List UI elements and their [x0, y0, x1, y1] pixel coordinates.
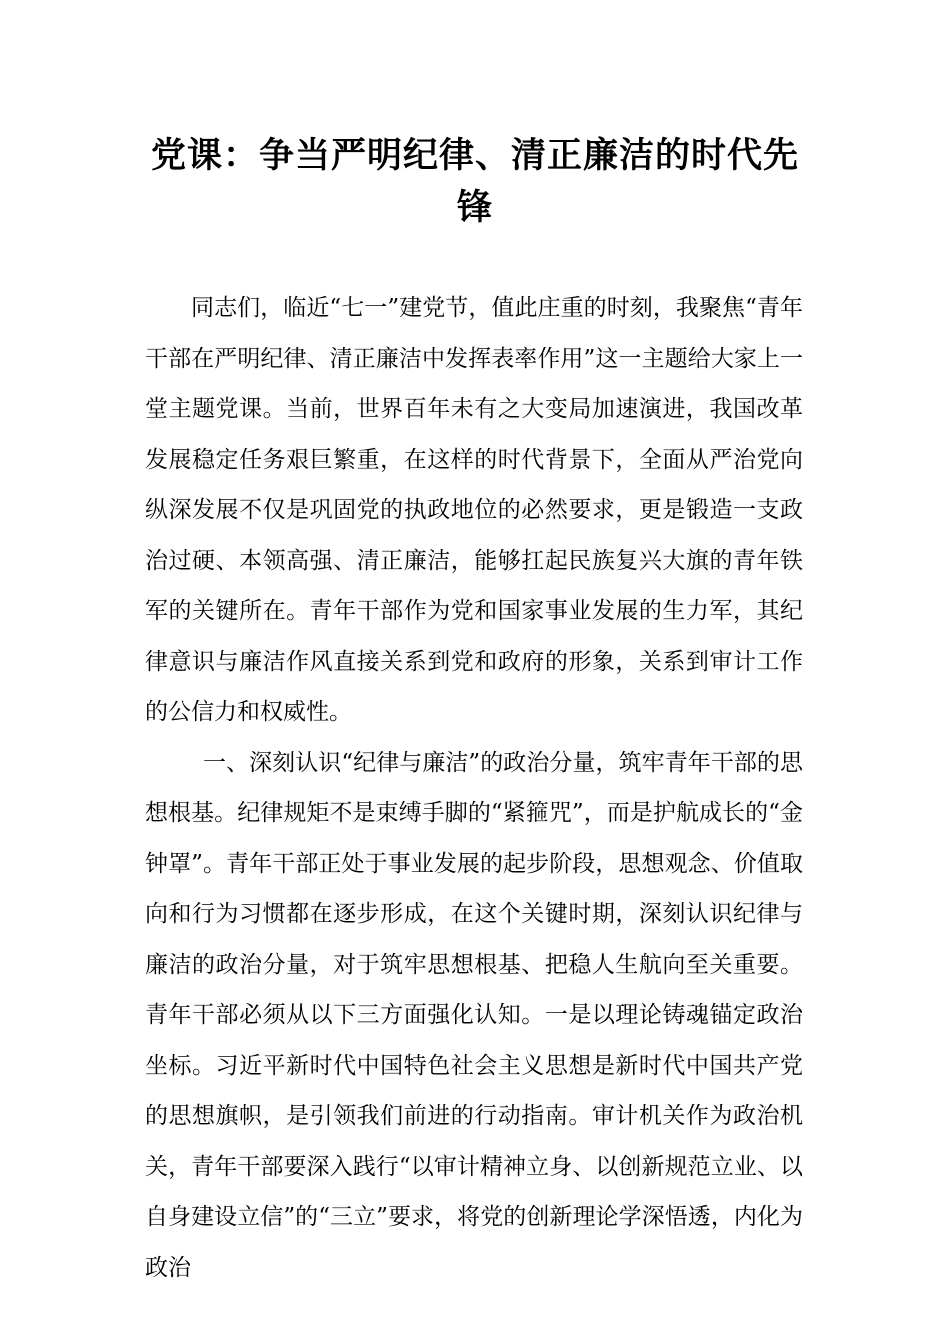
intro-paragraph: 同志们，临近“七一”建党节，值此庄重的时刻，我聚焦“青年干部在严明纪律、清正廉洁中发挥表率作用”这一主题给大家上一堂主题党课。当前，世界百年未有之大变局加速演进，我国改革发展稳定任务艰巨繁重，在这样的时代背景下，全面从严治党向纵深发展不仅是巩固党的执政地位的必然要求，更是锻造一支政治过硬、本领高强、清正廉洁，能够扛起民族复兴大旗的青年铁军的关键所在。青年干部作为党和国家事业发展的生力军，其纪律意识与廉洁作风直接关系到党和政府的形象，关系到审计工作的公信力和权威性。 — [145, 295, 803, 725]
document-title: 党课：争当严明纪律、清正廉洁的时代先锋 — [150, 136, 799, 228]
section-one-paragraph: 一、深刻认识“纪律与廉洁”的政治分量，筑牢青年干部的思想根基。纪律规矩不是束缚手脚的“紧箍咒”，而是护航成长的“金钟罩”。青年干部正处于事业发展的起步阶段，思想观念、价值取向和行为习惯都在逐步形成，在这个关键时期，深刻认识纪律与廉洁的政治分量，对于筑牢思想根基、把稳人生航向至关重要。青年干部必须从以下三方面强化认知。一是以理论铸魂锚定政治坐标。习近平新时代中国特色社会主义思想是新时代中国共产党的思想旗帜，是引领我们前进的行动指南。审计机关作为政治机关，青年干部要深入践行“以审计精神立身、以创新规范立业、以自身建设立信”的“三立”要求，将党的创新理论学深悟透，内化为政治 — [145, 749, 803, 1281]
document-body — [145, 283, 803, 1293]
